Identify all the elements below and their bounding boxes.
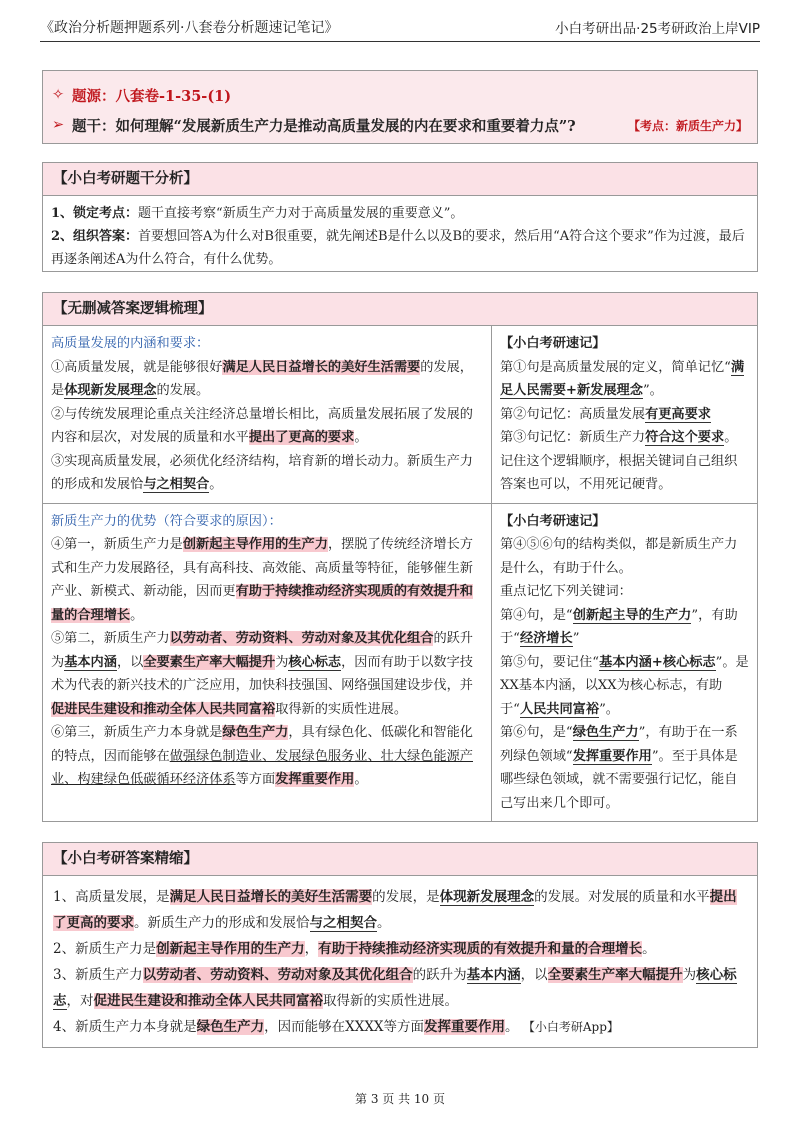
logic-title: 【无删减答案逻辑梳理】 <box>43 293 757 325</box>
condensed-body <box>43 876 757 1048</box>
logic-table <box>43 325 757 821</box>
analysis-item-1: 1、锁定考点：题干直接考察“新质生产力对于高质量发展的重要意义”。 <box>51 206 464 221</box>
header-right: 小白考研出品·25考研政治上岸VIP <box>555 21 760 37</box>
condensed-line-4: 4、新质生产力本身就是绿色生产力，因而能够在XXXX等方面发挥重要作用。 【小白考研App】 <box>53 1019 619 1035</box>
logic-row-2 <box>43 503 757 821</box>
analysis-section <box>42 162 758 272</box>
question-stem: ➢ 题干： 如何理解“发展新质生产力是推动高质量发展的内在要求和重要着力点”? 【考点：新质生产力】 <box>52 117 748 135</box>
analysis-body <box>43 196 757 277</box>
condensed-line-2: 2、新质生产力是创新起主导作用的生产力，有助于持续推动经济实现质的有效提升和量的合理增长。 <box>53 941 656 957</box>
logic-section <box>42 292 758 822</box>
condensed-line-3: 3、新质生产力以劳动者、劳动资料、劳动对象及其优化组合的跃升为基本内涵，以全要素生产率大幅提升为核心标志，对促进民生建设和推动全体人民共同富裕取得新的实质性进展。 <box>53 967 737 1009</box>
analysis-title: 【小白考研题干分析】 <box>43 163 757 196</box>
logic-row-1-note: 【小白考研速记】 第①句是高质量发展的定义，简单记忆“满足人民需要+新发展理念”。 第②句记忆：高质量发展有更高要求 第③句记忆：新质生产力符合这个要求。 记住这个逻辑顺序，根据关键词自己组织答案也可以，不用死记硬背。 <box>492 326 758 504</box>
diamond-icon: ✧ <box>52 87 65 103</box>
question-source: ✧ 题源： 八套卷-1-35-(1) <box>52 87 232 105</box>
header-left: 《政治分析题押题系列·八套卷分析题速记笔记》 <box>40 20 339 36</box>
arrow-icon: ➢ <box>52 117 65 133</box>
page-header <box>40 14 760 42</box>
logic-row-1 <box>43 326 757 504</box>
question-block <box>52 80 748 140</box>
topic-tag: 【考点：新质生产力】 <box>627 118 748 133</box>
logic-row-2-answer: 新质生产力的优势（符合要求的原因）： ④第一，新质生产力是创新起主导作用的生产力，摆脱了传统经济增长方式和生产力发展路径，具有高科技、高效能、高质量等特征，能够催生新产业、新模式、新动能，因而更有助于持续推动经济实现质的有效提升和量的合理增长。 ⑤第二，新质生产力以劳动者、劳动资料、劳动对象及其优化组合的跃升为基本内涵，以全要素生产率大幅提升为核心标志，因而有助于以数字技术为代表的新兴技术的广泛应用，加快科技强国、网络强国建设步伐，并促进民生建设和推动全体人民共同富裕取得新的实质性进展。 ⑥第三，新质生产力本身就是绿色生产力，具有绿色化、低碳化和智能化的特点，因而能够在做强绿色制造业、发展绿色服务业、壮大绿色能源产业、构建绿色低碳循环经济体系等方面发挥重要作用。 <box>43 503 492 821</box>
logic-row-1-answer: 高质量发展的内涵和要求： ①高质量发展，就是能够很好满足人民日益增长的美好生活需要的发展，是体现新发展理念的发展。 ②与传统发展理论重点关注经济总量增长相比，高质量发展拓展了发展的内容和层次，对发展的质量和水平提出了更高的要求。 ③实现高质量发展，必须优化经济结构，培育新的增长动力。新质生产力的形成和发展恰与之相契合。 <box>43 326 492 504</box>
logic-row-2-note: 【小白考研速记】 第④⑤⑥句的结构类似，都是新质生产力是什么，有助于什么。 重点记忆下列关键词： 第④句，是“创新起主导的生产力”，有助于“经济增长” 第⑤句，要记住“基本内涵+核心标志”。是XX基本内涵，以XX为核心标志，有助于“人民共同富裕”。 第⑥句，是“绿色生产力”，有助于在一系列绿色领域“发挥重要作用”。至于具体是哪些绿色领域，就不需要强行记忆，能自己写出来几个即可。 <box>492 503 758 821</box>
condensed-section <box>42 842 758 1048</box>
page-footer: 第 3 页 共 10 页 <box>355 1092 445 1106</box>
condensed-line-1: 1、高质量发展，是满足人民日益增长的美好生活需要的发展，是体现新发展理念的发展。对发展的质量和水平提出了更高的要求。新质生产力的形成和发展恰与之相契合。 <box>53 889 737 931</box>
condensed-title: 【小白考研答案精缩】 <box>43 843 757 876</box>
analysis-item-2: 2、组织答案：首要想回答A为什么对B很重要，就先阐述B是什么以及B的要求，然后用“A符合这个要求”作为过渡，最后再逐条阐述A为什么符合，有什么优势。 <box>51 229 745 267</box>
